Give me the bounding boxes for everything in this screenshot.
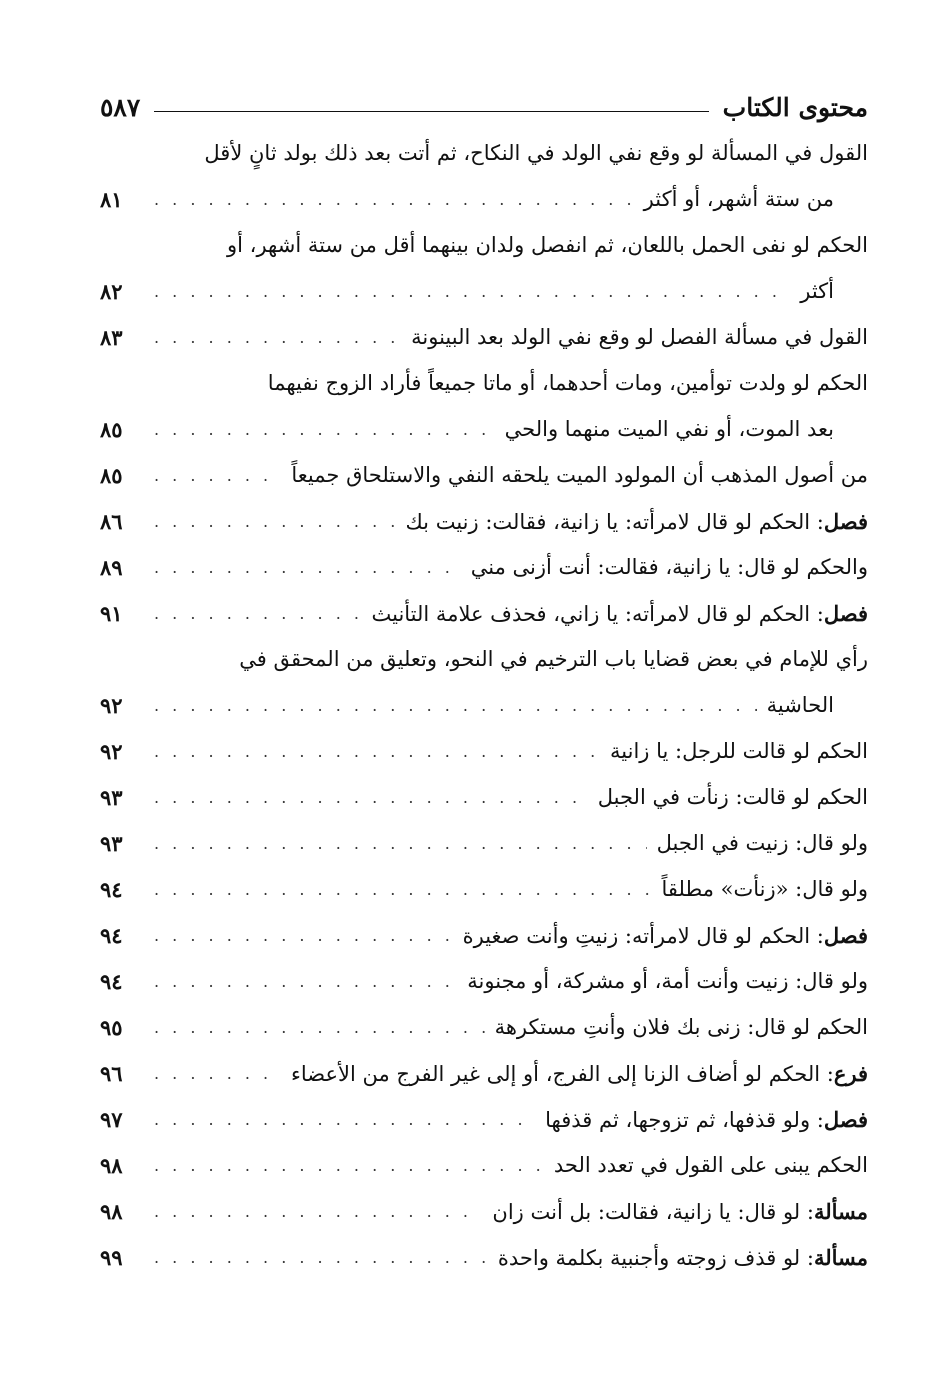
toc-entry-line — [100, 498, 868, 544]
toc-entry — [100, 1234, 868, 1280]
toc-entry-line — [100, 866, 868, 912]
toc-entry-line — [100, 176, 868, 222]
dot-leader — [154, 1064, 281, 1083]
running-title: محتوى الكتاب — [722, 93, 868, 122]
toc-entry-text: ولو قال: زنيت وأنت أمة، أو مشركة، أو مجنونة — [467, 969, 868, 993]
page-number: ٥٨٧ — [100, 93, 141, 122]
toc-entry-line — [100, 912, 868, 958]
toc-entry — [100, 130, 868, 222]
toc-entry-text: الحكم لو ولدت توأمين، ومات أحدهما، أو ماتا جميعاً فأراد الزوج نفيهما — [267, 371, 868, 395]
toc-entry-text: أكثر — [800, 279, 834, 303]
dot-leader — [154, 190, 634, 209]
toc-entry-text: الحكم لو قال: زنى بك فلان وأنتِ مستكرهة — [494, 1015, 868, 1039]
toc-entry — [100, 958, 868, 1004]
dot-leader — [154, 604, 361, 623]
dot-leader — [154, 742, 600, 761]
toc-entry-line — [100, 958, 868, 1004]
toc-entry-line — [100, 452, 868, 498]
toc-entry — [100, 820, 868, 866]
toc-page-number: ٨٣ — [100, 324, 123, 350]
toc-page-number: ٨٩ — [100, 554, 123, 580]
toc-entry-text — [405, 509, 868, 534]
toc-entry-line — [100, 360, 868, 406]
entry-lead-word: فصل — [823, 1106, 868, 1132]
toc-entry-line — [100, 728, 868, 774]
toc-entry-line — [100, 1004, 868, 1050]
toc-entry-text: بعد الموت، أو نفي الميت منهما والحي — [504, 417, 834, 441]
toc-page-number: ٨٥ — [100, 416, 123, 442]
entry-rest-text: : ولو قذفها، ثم تزوجها، ثم قذفها — [545, 1107, 824, 1132]
toc-entry-text — [492, 1199, 868, 1224]
toc-entry-line — [100, 682, 868, 728]
toc-page-number: ٩٢ — [100, 738, 123, 764]
toc-entry-line — [100, 222, 868, 268]
toc-entry — [100, 1004, 868, 1050]
toc-page-number: ٩٤ — [100, 876, 123, 902]
toc-entry-line — [100, 774, 868, 820]
toc-entry — [100, 360, 868, 452]
toc-entry-line — [100, 268, 868, 314]
toc-entry — [100, 912, 868, 958]
toc-entry-line — [100, 406, 868, 452]
toc-entry-line — [100, 1050, 868, 1096]
toc-entry-line — [100, 636, 868, 682]
entry-lead-word: مسألة — [813, 1198, 868, 1224]
dot-leader — [154, 282, 790, 301]
entry-rest-text: : الحكم لو قال لامرأته: يا زاني، فحذف علامة التأنيث — [371, 601, 824, 626]
toc-entry-text: الحاشية — [766, 693, 834, 717]
dot-leader — [154, 834, 647, 853]
toc-page-number: ٩٤ — [100, 968, 123, 994]
entry-lead-word: فرع — [833, 1060, 868, 1086]
entry-rest-text: : لو قذف زوجته وأجنبية بكلمة واحدة — [497, 1245, 814, 1270]
dot-leader — [154, 1202, 482, 1221]
entry-rest-text: : الحكم لو قال لامرأته: يا زانية، فقالت: زنيت بك — [405, 509, 824, 534]
toc-entry-text: والحكم لو قال: يا زانية، فقالت: أنت أزنى مني — [470, 555, 868, 579]
toc-entry-line — [100, 1142, 868, 1188]
dot-leader — [154, 1248, 488, 1267]
toc-entry-line — [100, 1188, 868, 1234]
entry-lead-word: فصل — [823, 600, 868, 626]
entry-rest-text: : لو قال: يا زانية، فقالت: بل أنت زان — [492, 1199, 814, 1224]
toc-entry-line — [100, 544, 868, 590]
toc-page-number: ٨١ — [100, 186, 123, 212]
toc-entry — [100, 452, 868, 498]
toc-entry — [100, 314, 868, 360]
toc-entry — [100, 544, 868, 590]
dot-leader — [154, 696, 757, 715]
toc-page-number: ٨٦ — [100, 508, 123, 534]
toc-page-number: ٩٣ — [100, 830, 123, 856]
entry-rest-text: : الحكم لو أضاف الزنا إلى الفرج، أو إلى غير الفرج من الأعضاء — [290, 1061, 834, 1086]
toc-entry-text: القول في المسألة لو وقع نفي الولد في النكاح، ثم أتت بعد ذلك بولد ثانٍ لأقل — [204, 141, 868, 165]
toc-entry-text: ولو قال: «زنأت» مطلقاً — [661, 877, 868, 901]
toc-page-number: ٩١ — [100, 600, 123, 626]
dot-leader — [154, 788, 588, 807]
toc-page-number: ٩٤ — [100, 922, 123, 948]
toc-entry-text: الحكم يبنى على القول في تعدد الحد — [553, 1153, 868, 1177]
toc-page-number: ٨٢ — [100, 278, 123, 304]
page-header — [100, 82, 868, 122]
toc-page-number: ٩٢ — [100, 692, 123, 718]
toc-entry-text: الحكم لو قالت للرجل: يا زانية — [610, 739, 868, 763]
toc-entry-line — [100, 590, 868, 636]
entry-lead-word: فصل — [823, 922, 868, 948]
dot-leader — [154, 1018, 485, 1037]
toc-entry-line — [100, 820, 868, 866]
toc-page-number: ٩٧ — [100, 1106, 123, 1132]
toc-page-number: ٩٥ — [100, 1014, 123, 1040]
dot-leader — [154, 466, 281, 485]
toc-entry — [100, 1096, 868, 1142]
toc-entry — [100, 498, 868, 544]
toc-entry-text: من أصول المذهب أن المولود الميت يلحقه النفي والاستلحاق جميعاً — [291, 463, 868, 487]
toc-entry — [100, 1050, 868, 1096]
toc-entry-text — [545, 1107, 868, 1132]
toc-page-number: ٩٦ — [100, 1060, 123, 1086]
dot-leader — [154, 420, 495, 439]
dot-leader — [154, 558, 461, 577]
header-rule — [154, 111, 708, 112]
table-of-contents — [100, 130, 868, 1280]
toc-entry-text: الحكم لو قالت: زنأت في الجبل — [597, 785, 868, 809]
toc-page-number: ٩٣ — [100, 784, 123, 810]
dot-leader — [154, 880, 652, 899]
toc-entry — [100, 1142, 868, 1188]
toc-entry-text: الحكم لو نفى الحمل باللعان، ثم انفصل ولدان بينهما أقل من ستة أشهر، أو — [227, 233, 868, 257]
toc-entry — [100, 728, 868, 774]
toc-entry — [100, 222, 868, 314]
toc-entry-text — [291, 1061, 868, 1086]
toc-entry — [100, 774, 868, 820]
dot-leader — [154, 972, 457, 991]
dot-leader — [154, 328, 401, 347]
toc-entry-text — [498, 1245, 868, 1270]
toc-entry-line — [100, 130, 868, 176]
dot-leader — [154, 1110, 535, 1129]
toc-entry-text — [371, 601, 868, 626]
entry-lead-word: مسألة — [813, 1244, 868, 1270]
toc-page-number: ٨٥ — [100, 462, 123, 488]
toc-entry-text: من ستة أشهر، أو أكثر — [643, 187, 834, 211]
dot-leader — [154, 512, 395, 531]
toc-entry-line — [100, 314, 868, 360]
toc-entry-text: القول في مسألة الفصل لو وقع نفي الولد بعد البينونة — [411, 325, 868, 349]
toc-page-number: ٩٨ — [100, 1152, 123, 1178]
toc-entry — [100, 866, 868, 912]
toc-entry — [100, 1188, 868, 1234]
toc-page-number: ٩٩ — [100, 1244, 123, 1270]
toc-entry-text — [463, 923, 868, 948]
toc-entry — [100, 590, 868, 636]
entry-lead-word: فصل — [823, 508, 868, 534]
toc-page-number: ٩٨ — [100, 1198, 123, 1224]
dot-leader — [154, 926, 453, 945]
toc-entry-line — [100, 1234, 868, 1280]
toc-entry — [100, 636, 868, 728]
entry-rest-text: : الحكم لو قال لامرأته: زنيتِ وأنت صغيرة — [462, 923, 824, 948]
toc-entry-text: ولو قال: زنيت في الجبل — [656, 831, 868, 855]
dot-leader — [154, 1156, 544, 1175]
toc-entry-line — [100, 1096, 868, 1142]
toc-entry-text: رأي للإمام في بعض قضايا باب الترخيم في النحو، وتعليق من المحقق في — [239, 647, 868, 671]
